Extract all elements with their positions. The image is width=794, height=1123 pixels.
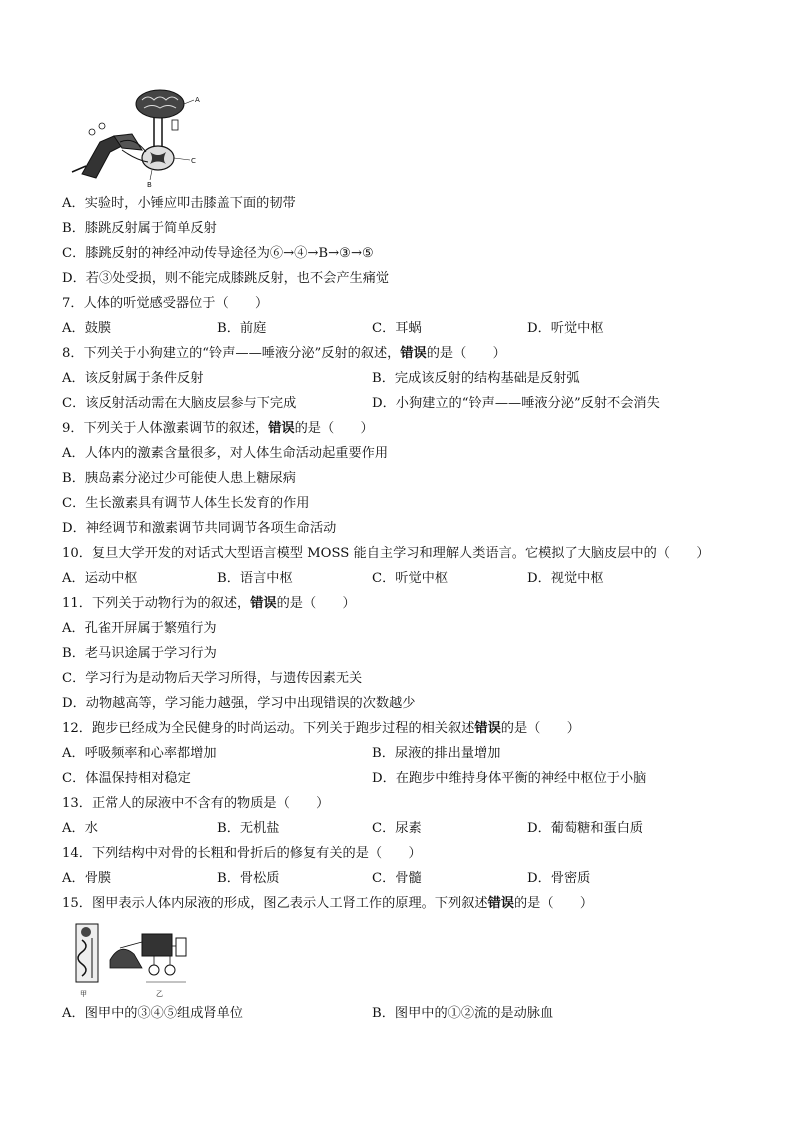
q13-option-d: D．葡萄糖和蛋白质 (527, 821, 644, 836)
q11-option-b: B．老马识途属于学习行为 (62, 646, 217, 661)
q11-option-a: A．孔雀开屏属于繁殖行为 (62, 621, 217, 636)
q12-option-c: C．体温保持相对稳定 (62, 771, 191, 786)
q7-stem: 7．人体的听觉感受器位于（ ） (62, 296, 269, 311)
q6-option-b: B．膝跳反射属于简单反射 (62, 221, 217, 236)
q11-option-d: D．动物越高等，学习能力越强，学习中出现错误的次数越少 (62, 696, 416, 711)
q6-option-c: C．膝跳反射的神经冲动传导途径为⑥→④→B→③→⑤ (62, 246, 374, 261)
q13-option-c: C．尿素 (372, 821, 422, 836)
q7-option-a: A．鼓膜 (62, 321, 112, 336)
q9-option-b: B．胰岛素分泌过少可能使人患上糖尿病 (62, 471, 296, 486)
q14-option-a: A．骨膜 (62, 871, 112, 886)
q7-option-d: D．听觉中枢 (527, 321, 604, 336)
q15-option-a: A．图甲中的③④⑤组成肾单位 (62, 1006, 243, 1021)
q6-option-d: D．若③处受损，则不能完成膝跳反射，也不会产生痛觉 (62, 271, 390, 286)
label-jia: 甲 (80, 990, 87, 998)
q14-stem: 14．下列结构中对骨的长粗和骨折后的修复有关的是（ ） (62, 846, 422, 861)
q11-option-c: C．学习行为是动物后天学习所得，与遗传因素无关 (62, 671, 363, 686)
q7-option-c: C．耳蜗 (372, 321, 422, 336)
q8-stem: 8．下列关于小狗建立的“铃声——唾液分泌”反射的叙述，错误的是（ ） (62, 346, 506, 361)
q12-option-b: B．尿液的排出量增加 (372, 746, 501, 761)
q10-option-d: D．视觉中枢 (527, 571, 604, 586)
q13-option-a: A．水 (62, 821, 98, 836)
q12-option-a: A．呼吸频率和心率都增加 (62, 746, 217, 761)
q9-option-c: C．生长激素具有调节人体生长发育的作用 (62, 496, 310, 511)
q8-option-a: A．该反射属于条件反射 (62, 371, 204, 386)
q12-option-d: D．在跑步中维持身体平衡的神经中枢位于小脑 (372, 771, 647, 786)
knee-reflex-figure (62, 86, 202, 188)
q13-stem: 13．正常人的尿液中不含有的物质是（ ） (62, 796, 330, 811)
q9-stem: 9．下列关于人体激素调节的叙述，错误的是（ ） (62, 421, 374, 436)
q14-option-c: C．骨髓 (372, 871, 422, 886)
label-c: C (191, 157, 196, 165)
q14-option-d: D．骨密质 (527, 871, 591, 886)
q14-option-b: B．骨松质 (217, 871, 280, 886)
q7-option-b: B．前庭 (217, 321, 267, 336)
brain-shape (136, 90, 184, 118)
label-yi: 乙 (156, 990, 163, 998)
q8-option-d: D．小狗建立的“铃声——唾液分泌”反射不会消失 (372, 396, 660, 411)
q8-option-b: B．完成该反射的结构基础是反射弧 (372, 371, 580, 386)
q8-option-c: C．该反射活动需在大脑皮层参与下完成 (62, 396, 297, 411)
label-a: A (195, 96, 200, 104)
q10-stem: 10．复旦大学开发的对话式大型语言模型 MOSS 能自主学习和理解人类语言。它模拟了大脑皮层中的（ ） (62, 546, 710, 561)
q11-stem: 11．下列关于动物行为的叙述，错误的是（ ） (62, 596, 356, 611)
q15-stem: 15．图甲表示人体内尿液的形成，图乙表示人工肾工作的原理。下列叙述错误的是（ ） (62, 896, 594, 911)
q9-option-a: A．人体内的激素含量很多，对人体生命活动起重要作用 (62, 446, 389, 461)
q10-option-c: C．听觉中枢 (372, 571, 449, 586)
q12-stem: 12．跑步已经成为全民健身的时尚运动。下列关于跑步过程的相关叙述错误的是（ ） (62, 721, 580, 736)
kidney-figure (66, 920, 206, 1000)
q10-option-a: A．运动中枢 (62, 571, 138, 586)
q10-option-b: B．语言中枢 (217, 571, 293, 586)
q13-option-b: B．无机盐 (217, 821, 280, 836)
label-b: B (147, 181, 152, 188)
q9-option-d: D．神经调节和激素调节共同调节各项生命活动 (62, 521, 337, 536)
q6-option-a: A．实验时，小锤应叩击膝盖下面的韧带 (62, 196, 296, 211)
q15-option-b: B．图甲中的①②流的是动脉血 (372, 1006, 554, 1021)
